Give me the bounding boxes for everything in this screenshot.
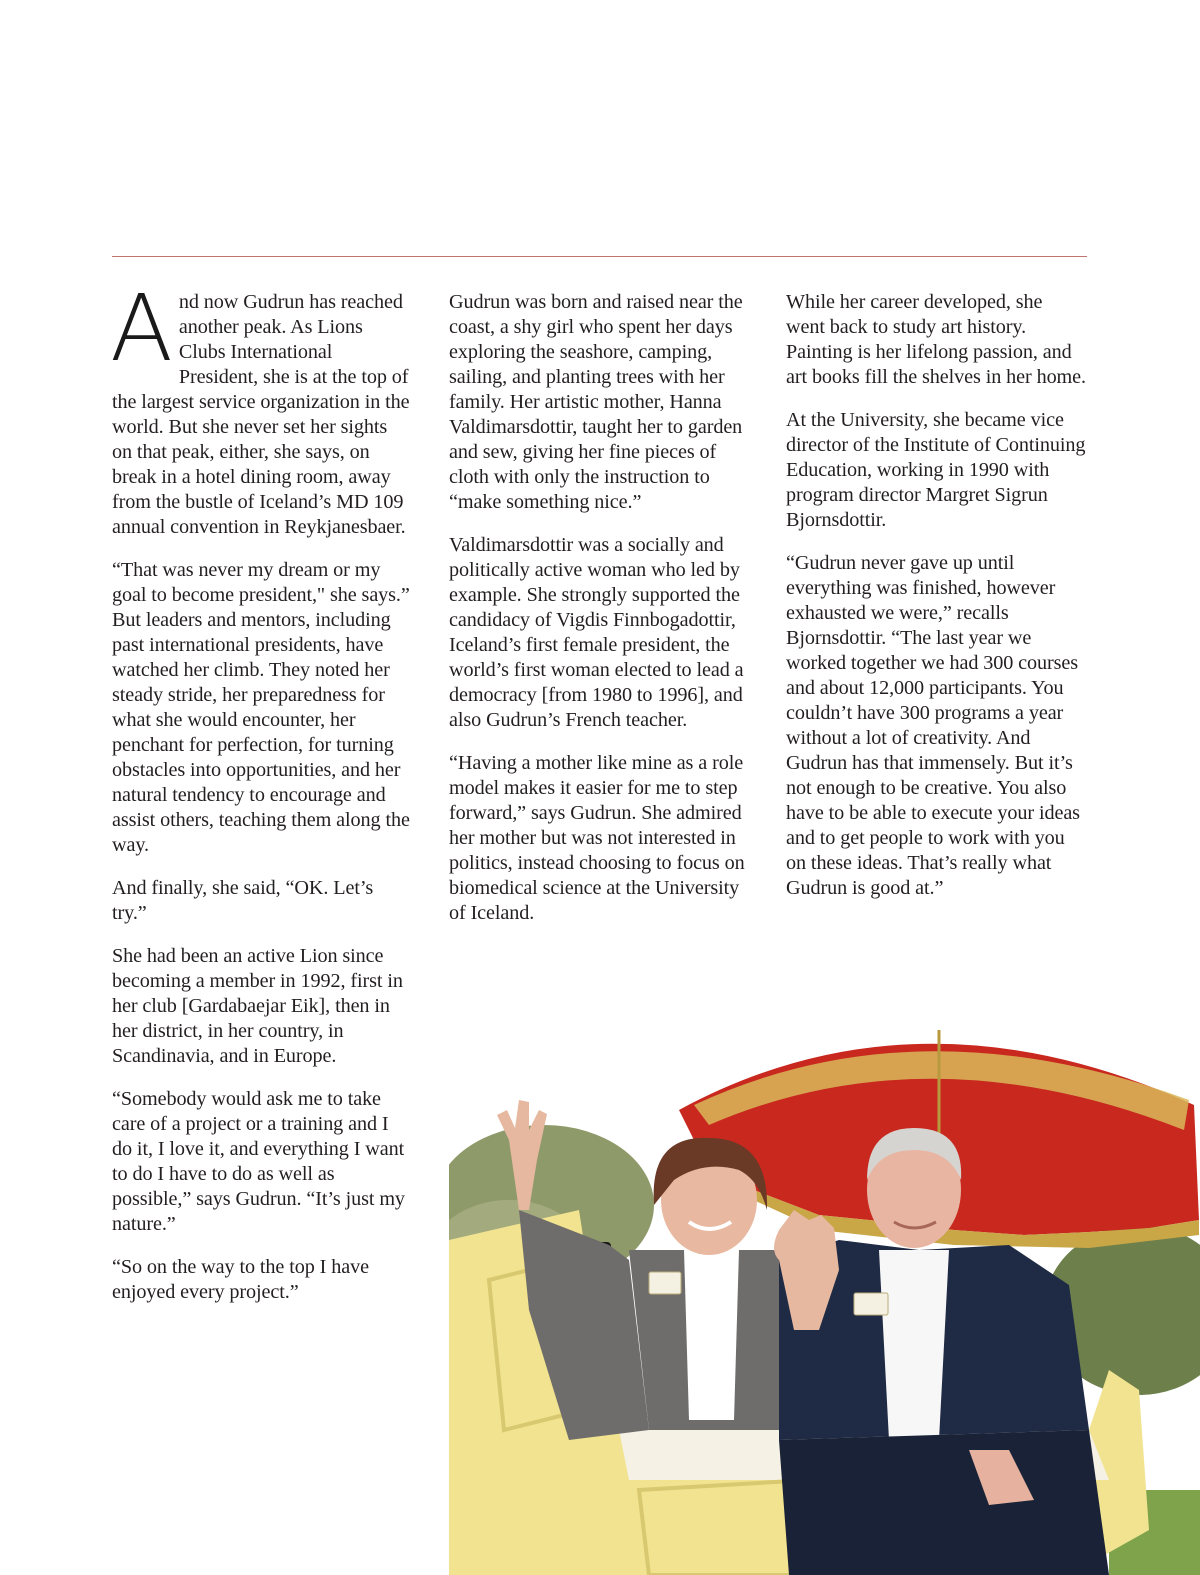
photo-illustration xyxy=(449,1010,1200,1575)
article-paragraph: At the University, she became vice director of the Institute of Continuing Education, working in 1990 with program director Margret Sigrun Bjornsdottir. xyxy=(786,409,1086,531)
name-badge xyxy=(854,1293,888,1315)
photo-couple-under-umbrella xyxy=(449,1010,1200,1575)
article-paragraph: While her career developed, she went back to study art history. Painting is her lifelong passion, and art books fill the shelves in her home. xyxy=(786,291,1086,388)
article-paragraph: “Gudrun never gave up until everything was finished, however exhausted we were,” recalls Bjornsdottir. “The last year we worked together we had 300 courses and about 12,000 participants. You couldn’t have 300 programs a year without a lot of creativity. And Gudrun has that immensely. But it’s not enough to be creative. You also have to be able to execute your ideas and to get people to work with you on these ideas. That’s really what Gudrun is good at.” xyxy=(786,552,1080,899)
man-trousers xyxy=(779,1430,1109,1575)
article-paragraph: Valdimarsdottir was a socially and politically active woman who led by example. She strongly supported the candidacy of Vigdis Finnbogadottir, Iceland’s first female president, the world’s first woman elected to lead a democracy [from 1980 to 1996], and also Gudrun’s French teacher. xyxy=(449,534,744,731)
article-paragraph: She had been an active Lion since becoming a member in 1992, first in her club [Gardabaejar Eik], then in her district, in her country, in Scandinavia, and in Europe. xyxy=(112,945,403,1067)
article-paragraph: Gudrun was born and raised near the coast, a shy girl who spent her days exploring the seashore, camping, sailing, and planting trees with her family. Her artistic mother, Hanna Valdimarsdottir, taught her to garden and sew, giving her fine pieces of cloth with only the instruction to “make something nice.” xyxy=(449,291,743,513)
article-paragraph: And finally, she said, “OK. Let’s try.” xyxy=(112,877,374,924)
article-column-1 xyxy=(110,275,412,1323)
section-divider xyxy=(112,256,1087,257)
article-paragraph: “Somebody would ask me to take care of a project or a training and I do it, I love it, and everything I want to do I have to do as well as possible,” says Gudrun. “It’s just my nature.” xyxy=(112,1088,405,1235)
woman-blouse xyxy=(684,1250,739,1420)
man-shirt xyxy=(879,1250,949,1440)
name-badge xyxy=(649,1272,681,1294)
article-paragraph: “So on the way to the top I have enjoyed every project.” xyxy=(112,1256,369,1303)
article-paragraph xyxy=(110,275,412,540)
article-paragraph: “Having a mother like mine as a role model makes it easier for me to step forward,” says Gudrun. She admired her mother but was not interested in politics, instead choosing to focus on biomedical science at the University of Iceland. xyxy=(449,752,745,924)
article-column-3 xyxy=(786,290,1086,919)
paragraph-text: nd now Gudrun has reached another peak. As Lions Clubs International President, she is at the top of the largest service organization in the world. But she never set her sights on that peak, either, she says, on break in a hotel dining room, away from the bustle of Iceland’s MD 109 annual convention in Reykjanesbaer. xyxy=(112,291,410,538)
drop-cap: A xyxy=(110,275,173,382)
article-paragraph: “That was never my dream or my goal to become president," she says.” But leaders and mentors, including past international presidents, have watched her climb. They noted her steady stride, her preparedness for what she would encounter, her penchant for perfection, for turning obstacles into opportunities, and her natural tendency to encourage and assist others, teaching them along the way. xyxy=(112,559,410,856)
article-column-2 xyxy=(449,290,749,944)
